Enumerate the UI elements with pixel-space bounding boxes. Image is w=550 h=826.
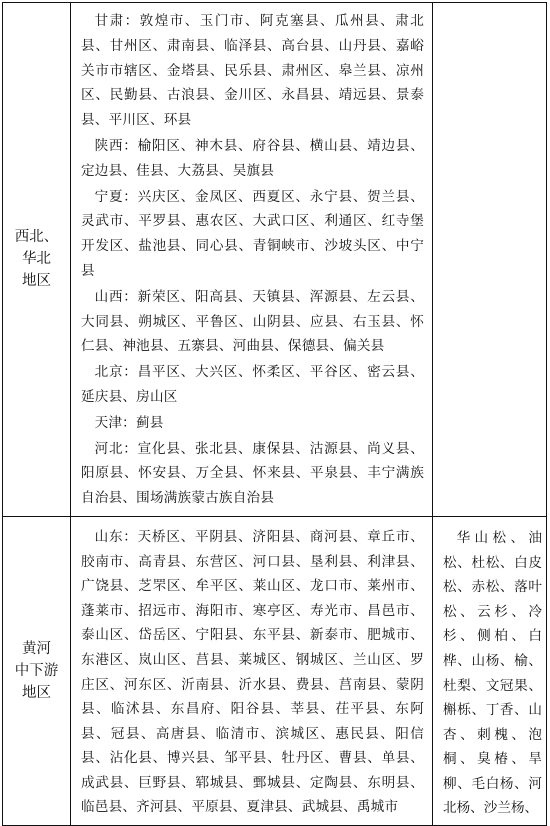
species-cell bbox=[433, 3, 547, 517]
province-paragraph: 甘肃：敦煌市、玉门市、阿克塞县、瓜州县、肃北县、甘州区、肃南县、临泽县、高台县、山丹县、嘉峪关市市辖区、金塔县、民乐县、肃州区、皋兰县、凉州区、民勤县、古浪县、金川区、永昌县、靖远县、景泰县、平川区、环县 bbox=[81, 13, 424, 129]
region-label-line: 黄河 bbox=[22, 641, 51, 657]
table-row bbox=[3, 516, 547, 825]
region-label-line: 地区 bbox=[22, 685, 51, 701]
species-text: 华山松、油松、杜松、白皮松、赤松、落叶松、云杉、冷杉、侧柏、白桦、山杨、榆、杜梨、文冠果、槲栎、丁香、山杏、刺槐、泡桐、臭椿、旱柳、毛白杨、河北杨、沙兰杨、 bbox=[443, 529, 542, 817]
region-label-line: 西北、 bbox=[14, 229, 59, 246]
county-list-cell bbox=[71, 516, 433, 825]
table-row bbox=[3, 3, 547, 517]
region-cell bbox=[3, 516, 71, 825]
province-paragraph: 山东：天桥区、平阴县、济阳县、商河县、章丘市、胶南市、高青县、东营区、河口县、垦利县、利津县、广饶县、芝罘区、牟平区、莱山区、龙口市、莱州市、蓬莱市、招远市、海阳市、寒亭区、寿光市、昌邑市、泰山区、岱岳区、宁阳县、东平县、新泰市、肥城市、东港区、岚山区、莒县、莱城区、钢城区、兰山区、罗庄区、河东区、沂南县、沂水县、费县、莒南县、蒙阴县、临沭县、东昌府、阳谷县、莘县、茌平县、东阿县、冠县、高唐县、临清市、滨城区、惠民县、阳信县、沾化县、博兴县、邹平县、牡丹区、曹县、单县、成武县、巨野县、郓城县、鄄城县、定陶县、东明县、临邑县、齐河县、平原县、夏津县、武城县、禹城市 bbox=[81, 528, 424, 816]
region-label-line: 华北 bbox=[22, 251, 51, 268]
region-species-table bbox=[2, 2, 547, 826]
province-paragraph: 宁夏：兴庆区、金凤区、西夏区、永宁县、贺兰县、灵武市、平罗县、惠农区、大武口区、利通区、红寺堡开发区、盐池县、同心县、青铜峡市、沙坡头区、中宁县 bbox=[81, 188, 424, 279]
county-list-cell bbox=[71, 3, 433, 517]
region-cell bbox=[3, 3, 71, 517]
province-paragraph: 北京：昌平区、大兴区、怀柔区、平谷区、密云县、延庆县、房山区 bbox=[81, 364, 424, 405]
province-paragraph: 天津：蓟县 bbox=[94, 414, 164, 431]
province-paragraph: 山西：新荣区、阳高县、天镇县、浑源县、左云县、大同县、朔城区、平鲁区、山阴县、应县、右玉县、怀仁县、神池县、五寨县、河曲县、保德县、偏关县 bbox=[81, 288, 424, 355]
province-paragraph: 河北：宣化县、张北县、康保县、沽源县、尚义县、阳原县、怀安县、万全县、怀来县、平泉县、丰宁满族自治县、围场满族蒙古族自治县 bbox=[81, 440, 424, 507]
species-cell bbox=[433, 516, 547, 825]
province-paragraph: 陕西：榆阳区、神木县、府谷县、横山县、靖边县、定边县、佳县、大荔县、吴旗县 bbox=[81, 137, 424, 179]
region-label-line: 地区 bbox=[22, 273, 51, 290]
region-label-line: 中下游 bbox=[14, 663, 59, 679]
